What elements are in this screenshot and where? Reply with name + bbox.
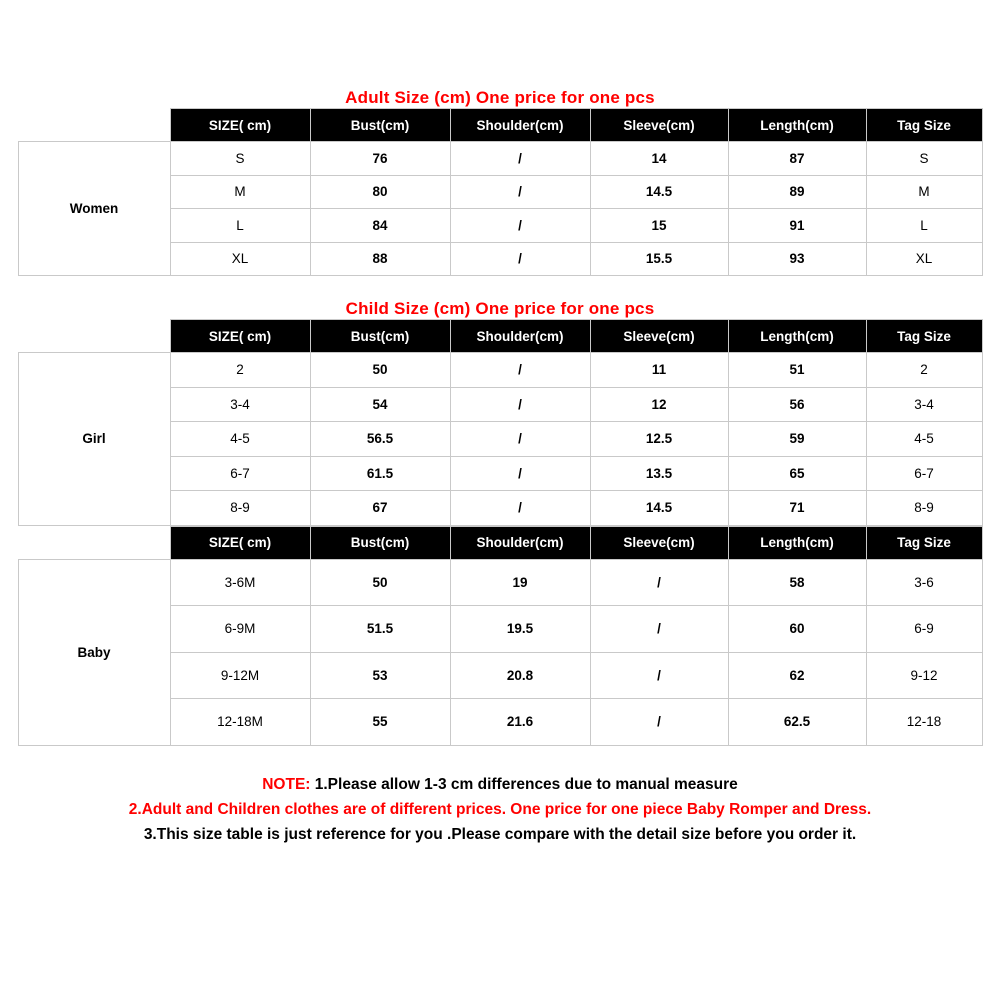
note-line-3: 3.This size table is just reference for you .Please compare with the detail size before you order it. [143, 825, 857, 843]
cell-length: 93 [728, 242, 866, 276]
cell-sleeve: 15 [590, 209, 728, 243]
header-tag: Tag Size [866, 320, 982, 353]
cell-size: 4-5 [170, 422, 310, 457]
cell-length: 65 [728, 456, 866, 491]
cell-sleeve: 12.5 [590, 422, 728, 457]
table-row [18, 559, 982, 606]
cell-sleeve: 15.5 [590, 242, 728, 276]
cell-sleeve: / [590, 559, 728, 606]
cell-size: 3-4 [170, 387, 310, 422]
header-tag: Tag Size [866, 526, 982, 559]
cell-bust: 61.5 [310, 456, 450, 491]
header-shoulder: Shoulder(cm) [450, 109, 590, 142]
cell-size: 12-18M [170, 699, 310, 746]
cell-tag: 3-4 [866, 387, 982, 422]
table-header-row [18, 109, 982, 142]
cell-shoulder: / [450, 242, 590, 276]
cell-length: 89 [728, 175, 866, 209]
cell-tag: 12-18 [866, 699, 982, 746]
header-length: Length(cm) [728, 320, 866, 353]
note-text-1: 1.Please allow 1-3 cm differences due to manual measure [310, 775, 738, 793]
header-blank [18, 320, 170, 353]
cell-length: 56 [728, 387, 866, 422]
header-length: Length(cm) [728, 109, 866, 142]
table-row [18, 353, 982, 388]
cell-size: 6-9M [170, 606, 310, 653]
cell-size: XL [170, 242, 310, 276]
girl-size-table [18, 319, 983, 526]
cell-shoulder: / [450, 209, 590, 243]
note-label: NOTE: [262, 775, 311, 793]
header-tag: Tag Size [866, 109, 982, 142]
cell-bust: 50 [310, 559, 450, 606]
cell-bust: 54 [310, 387, 450, 422]
cell-shoulder: / [450, 175, 590, 209]
header-sleeve: Sleeve(cm) [590, 109, 728, 142]
cell-bust: 84 [310, 209, 450, 243]
header-size: SIZE( cm) [170, 109, 310, 142]
cell-shoulder: / [450, 422, 590, 457]
cell-bust: 50 [310, 353, 450, 388]
adult-size-title: Adult Size (cm) One price for one pcs [345, 88, 655, 107]
cell-tag: XL [866, 242, 982, 276]
cell-size: 3-6M [170, 559, 310, 606]
header-bust: Bust(cm) [310, 320, 450, 353]
header-shoulder: Shoulder(cm) [450, 320, 590, 353]
cell-sleeve: / [590, 699, 728, 746]
notes-block [0, 746, 1000, 847]
cell-tag: 6-9 [866, 606, 982, 653]
cell-shoulder: / [450, 353, 590, 388]
cell-size: 6-7 [170, 456, 310, 491]
cell-tag: 2 [866, 353, 982, 388]
header-blank [18, 109, 170, 142]
child-size-title: Child Size (cm) One price for one pcs [345, 299, 655, 318]
cell-shoulder: / [450, 387, 590, 422]
cell-length: 59 [728, 422, 866, 457]
header-bust: Bust(cm) [310, 109, 450, 142]
cell-length: 58 [728, 559, 866, 606]
cell-sleeve: 12 [590, 387, 728, 422]
cell-bust: 80 [310, 175, 450, 209]
group-label-girl: Girl [18, 353, 170, 526]
women-size-table [18, 108, 983, 276]
cell-length: 51 [728, 353, 866, 388]
cell-size: S [170, 142, 310, 176]
header-blank [18, 526, 170, 559]
cell-length: 62 [728, 652, 866, 699]
group-label-women: Women [18, 142, 170, 276]
cell-length: 71 [728, 491, 866, 526]
cell-size: M [170, 175, 310, 209]
cell-tag: S [866, 142, 982, 176]
cell-shoulder: 19 [450, 559, 590, 606]
cell-sleeve: / [590, 606, 728, 653]
cell-tag: M [866, 175, 982, 209]
cell-sleeve: 14 [590, 142, 728, 176]
cell-shoulder: 19.5 [450, 606, 590, 653]
cell-tag: 3-6 [866, 559, 982, 606]
header-shoulder: Shoulder(cm) [450, 526, 590, 559]
note-line-2: 2.Adult and Children clothes are of different prices. One price for one piece Baby Romper and Dress. [128, 800, 872, 818]
group-label-baby: Baby [18, 559, 170, 745]
cell-bust: 67 [310, 491, 450, 526]
cell-shoulder: 21.6 [450, 699, 590, 746]
header-bust: Bust(cm) [310, 526, 450, 559]
header-sleeve: Sleeve(cm) [590, 320, 728, 353]
cell-bust: 55 [310, 699, 450, 746]
cell-tag: 4-5 [866, 422, 982, 457]
cell-size: 8-9 [170, 491, 310, 526]
cell-shoulder: / [450, 142, 590, 176]
cell-tag: 6-7 [866, 456, 982, 491]
cell-tag: L [866, 209, 982, 243]
baby-size-table [18, 526, 983, 746]
cell-shoulder: / [450, 456, 590, 491]
header-size: SIZE( cm) [170, 320, 310, 353]
table-row [18, 142, 982, 176]
cell-length: 91 [728, 209, 866, 243]
cell-bust: 56.5 [310, 422, 450, 457]
cell-bust: 88 [310, 242, 450, 276]
cell-tag: 9-12 [866, 652, 982, 699]
cell-shoulder: / [450, 491, 590, 526]
header-length: Length(cm) [728, 526, 866, 559]
cell-length: 62.5 [728, 699, 866, 746]
cell-size: 9-12M [170, 652, 310, 699]
cell-sleeve: 11 [590, 353, 728, 388]
cell-bust: 76 [310, 142, 450, 176]
cell-sleeve: 14.5 [590, 491, 728, 526]
cell-sleeve: 13.5 [590, 456, 728, 491]
table-header-row [18, 526, 982, 559]
cell-tag: 8-9 [866, 491, 982, 526]
cell-sleeve: / [590, 652, 728, 699]
cell-length: 87 [728, 142, 866, 176]
cell-bust: 53 [310, 652, 450, 699]
cell-shoulder: 20.8 [450, 652, 590, 699]
cell-size: 2 [170, 353, 310, 388]
header-sleeve: Sleeve(cm) [590, 526, 728, 559]
cell-length: 60 [728, 606, 866, 653]
table-header-row [18, 320, 982, 353]
cell-size: L [170, 209, 310, 243]
note-line-1 [0, 772, 1000, 797]
header-size: SIZE( cm) [170, 526, 310, 559]
cell-sleeve: 14.5 [590, 175, 728, 209]
cell-bust: 51.5 [310, 606, 450, 653]
